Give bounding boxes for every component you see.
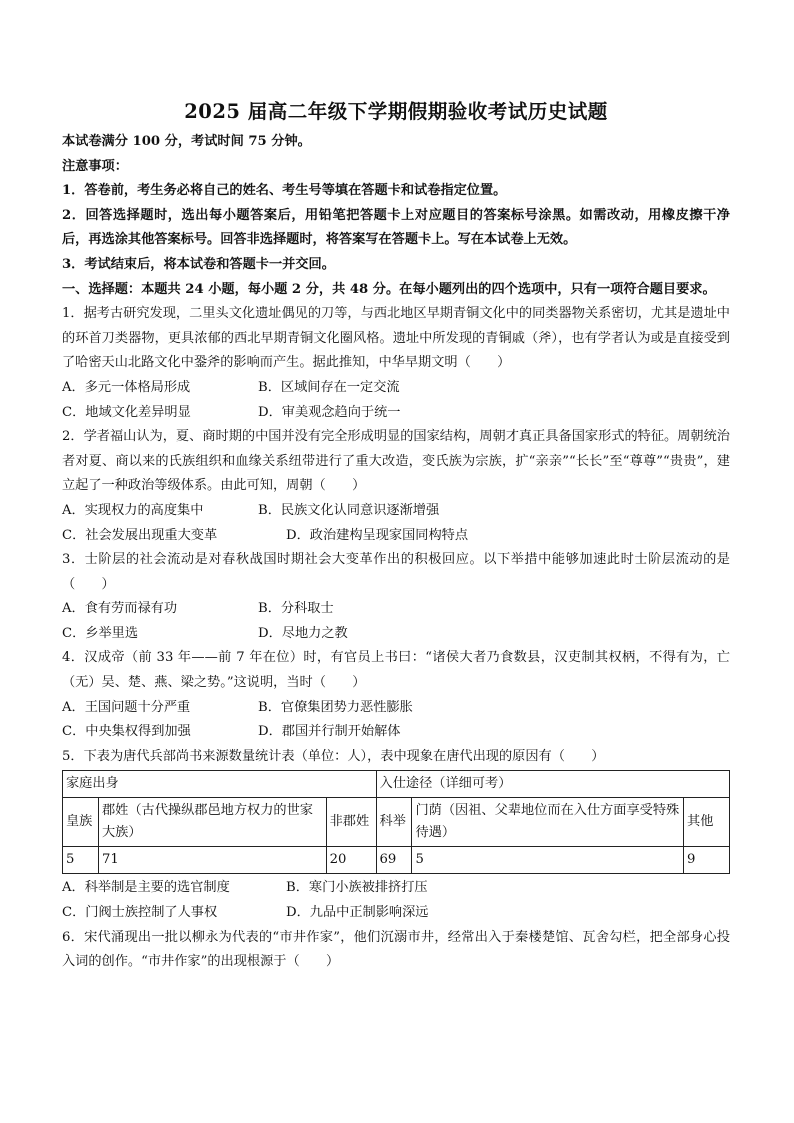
question-1 — [62, 302, 730, 425]
page-title: 2025 届高二年级下学期假期验收考试历史试题 — [184, 100, 608, 123]
question-stem: 4．汉成帝（前 33 年——前 7 年在位）时，有官员上书曰：“诸侯大者乃食数县，汉吏制其权柄，不得有为，亡（无）吴、楚、燕、梁之势。”这说明，当时（ ） — [62, 650, 730, 691]
exam-intro: 本试卷满分 100 分，考试时间 75 分钟。 — [62, 134, 311, 149]
options-row — [62, 376, 730, 401]
option-a: A．科举制是主要的选官制度 — [62, 880, 230, 896]
page-content — [62, 96, 730, 975]
options-row — [62, 597, 730, 622]
options-row — [62, 876, 730, 901]
option-d: D．尽地力之教 — [258, 625, 348, 641]
option-b: B．官僚集团势力恶性膨胀 — [258, 699, 413, 715]
options-row — [62, 499, 730, 524]
notice-3: 3．考试结束后，将本试卷和答题卡一并交回。 — [62, 256, 335, 272]
data-table — [62, 770, 730, 874]
option-c: C．地域文化差异明显 — [62, 404, 191, 420]
table-group-row — [63, 771, 730, 798]
option-b: B．寒门小族被排挤打压 — [286, 880, 428, 896]
notice-2: 2．回答选择题时，选出每小题答案后，用铅笔把答题卡上对应题目的答案标号涂黑。如需改动，用橡皮擦干净后，再选涂其他答案标号。回答非选择题时，将答案写在答题卡上。写在本试卷上无效。 — [62, 207, 730, 248]
table-header-cell: 皇族 — [63, 798, 99, 847]
option-c: C．门阀士族控制了人事权 — [62, 905, 218, 921]
option-b: B．分科取士 — [258, 601, 334, 617]
notice-title: 注意事项： — [62, 158, 128, 174]
table-cell: 5 — [63, 847, 99, 874]
table-header-cell: 郡姓（古代操纵郡邑地方权力的世家大族） — [98, 798, 326, 847]
options-row — [62, 901, 730, 926]
question-2 — [62, 425, 730, 548]
table-header-cell: 非郡姓 — [326, 798, 376, 847]
table-group-header: 入仕途径（详细可考） — [376, 771, 729, 798]
table-row — [63, 847, 730, 874]
options-row — [62, 622, 730, 647]
option-a: A．食有劳而禄有功 — [62, 601, 178, 617]
table-cell: 9 — [684, 847, 730, 874]
question-stem: 1．据考古研究发现，二里头文化遗址偶见的刀等，与西北地区早期青铜文化中的同类器物关系密切，尤其是遗址中的环首刀类器物，更具浓郁的西北早期青铜文化圈风格。遗址中所发现的青铜戚（斧），也有学者认为或是直接受到了哈密天山北路文化中銎斧的影响而产生。据此推知，中华早期文明（ ） — [62, 306, 730, 371]
option-d: D．审美观念趋向于统一 — [258, 404, 401, 420]
table-cell: 71 — [98, 847, 326, 874]
notice-1: 1．答卷前，考生务必将自己的姓名、考生号等填在答题卡和试卷指定位置。 — [62, 183, 507, 199]
option-d: D．九品中正制影响深远 — [286, 905, 429, 921]
question-stem: 2．学者福山认为，夏、商时期的中国并没有完全形成明显的国家结构，周朝才真正具备国家形式的特征。周朝统治者对夏、商以来的氏族组织和血缘关系纽带进行了重大改造，变氏族为宗族，扩“亲亲”“长长”至“尊尊”“贵贵”，建立起了一种政治等级体系。由此可知，周朝（ ） — [62, 429, 730, 494]
question-4 — [62, 646, 730, 744]
option-a: A．多元一体格局形成 — [62, 379, 191, 395]
table-cell: 69 — [376, 847, 412, 874]
option-d: D．政治建构呈现家国同构特点 — [286, 527, 469, 543]
options-row — [62, 696, 730, 721]
question-3 — [62, 548, 730, 646]
table-header-cell: 其他 — [684, 798, 730, 847]
question-stem: 5．下表为唐代兵部尚书来源数量统计表（单位：人），表中现象在唐代出现的原因有（ ） — [62, 748, 605, 764]
question-stem: 6．宋代涌现出一批以柳永为代表的“市井作家”，他们沉溺市井，经常出入于秦楼楚馆、瓦舍勾栏，把全部身心投入词的创作。“市井作家”的出现根源于（ ） — [62, 929, 730, 970]
option-c: C．中央集权得到加强 — [62, 724, 191, 740]
table-group-header: 家庭出身 — [63, 771, 377, 798]
option-b: B．区域间存在一定交流 — [258, 379, 400, 395]
question-5 — [62, 745, 730, 926]
table-cell: 5 — [412, 847, 684, 874]
options-row — [62, 401, 730, 426]
options-row — [62, 524, 730, 549]
option-c: C．社会发展出现重大变革 — [62, 527, 218, 543]
table-cell: 20 — [326, 847, 376, 874]
option-c: C．乡举里选 — [62, 625, 139, 641]
question-6 — [62, 926, 730, 975]
section-heading: 一、选择题：本题共 24 小题，每小题 2 分，共 48 分。在每小题列出的四个选项中，只有一项符合题目要求。 — [62, 281, 716, 297]
table-header-row — [63, 798, 730, 847]
table-header-cell: 门荫（因祖、父辈地位而在入仕方面享受特殊待遇） — [412, 798, 684, 847]
options-row — [62, 720, 730, 745]
option-b: B．民族文化认同意识逐渐增强 — [258, 502, 440, 518]
option-a: A．实现权力的高度集中 — [62, 502, 204, 518]
table-header-cell: 科举 — [376, 798, 412, 847]
question-stem: 3．士阶层的社会流动是对春秋战国时期社会大变革作出的积极回应。以下举措中能够加速此时士阶层流动的是（ ） — [62, 552, 730, 592]
option-d: D．郡国并行制开始解体 — [258, 724, 401, 740]
option-a: A．王国问题十分严重 — [62, 699, 191, 715]
